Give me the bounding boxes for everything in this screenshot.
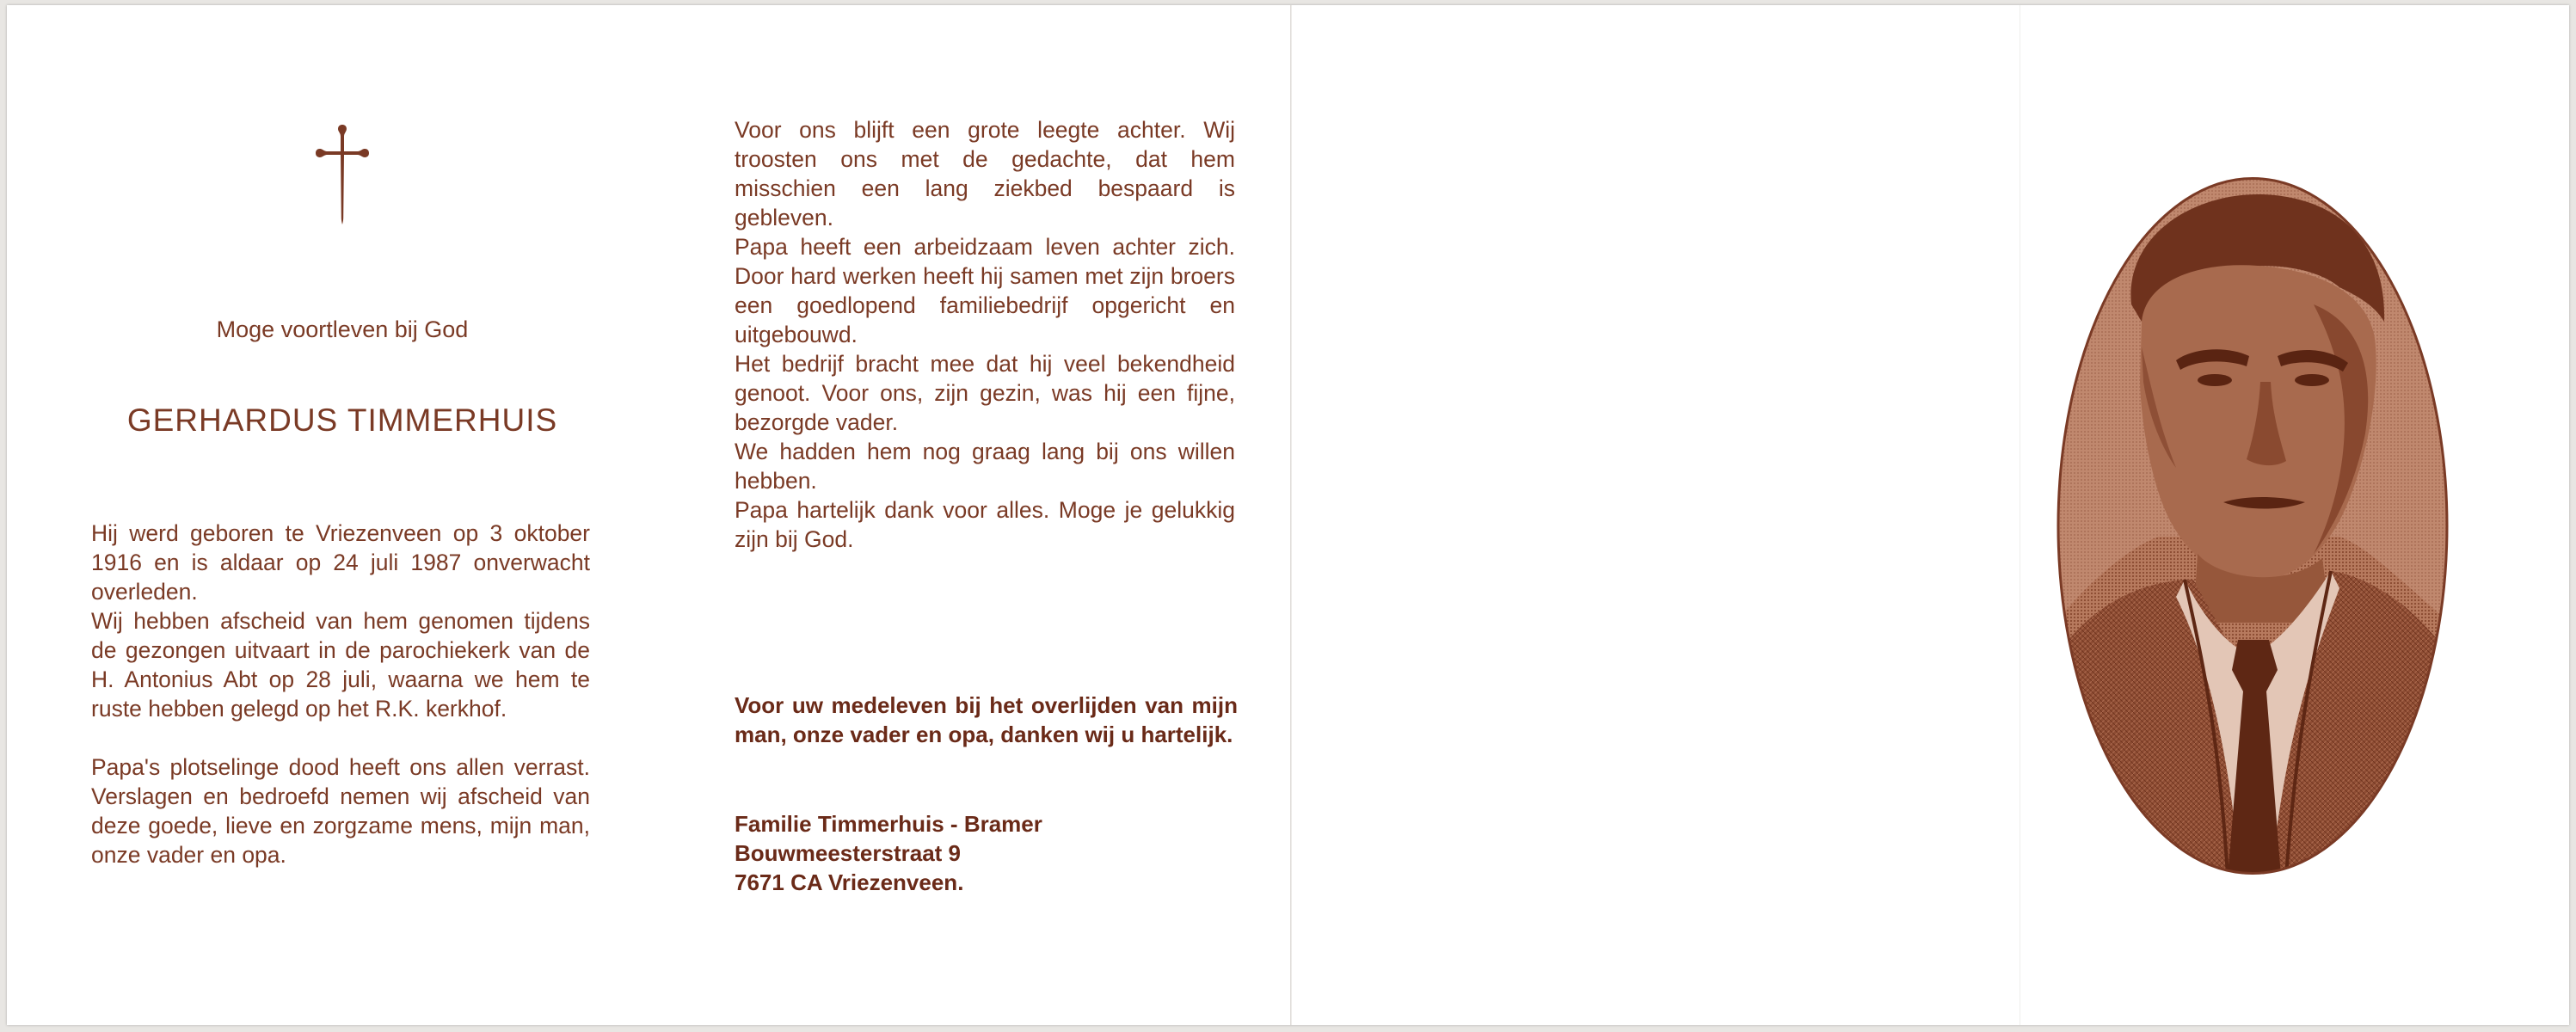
portrait-photo bbox=[2056, 175, 2450, 876]
family-street: Bouwmeesterstraat 9 bbox=[735, 840, 961, 866]
remembrance-paragraph: Voor ons blijft een grote leegte achter. Wij troosten ons met de gedachte, dat hem misschien een lang ziekbed bespaard is gebleven. bbox=[735, 117, 1235, 230]
deceased-name: GERHARDUS TIMMERHUIS bbox=[126, 402, 558, 438]
biography-paragraph: Wij hebben afscheid van hem genomen tijdens de gezongen uitvaart in de parochiekerk van de H. Antonius Abt op 28 juli, waarna we hem te ruste hebben gelegd op het R.K. kerkhof. bbox=[91, 608, 590, 722]
remembrance-paragraph: Papa heeft een arbeidzaam leven achter zich. Door hard werken heeft hij samen met zijn broers een goedlopend familiebedrijf opgericht en uitgebouwd. bbox=[735, 234, 1235, 347]
fold-line bbox=[1290, 5, 1292, 1025]
biography-column bbox=[91, 519, 590, 869]
paragraph-gap bbox=[91, 723, 590, 752]
biography-paragraph: Hij werd geboren te Vriezenveen op 3 oktober 1916 en is aldaar op 24 juli 1987 onverwacht overleden. bbox=[91, 520, 590, 605]
family-city: 7671 CA Vriezenveen. bbox=[735, 869, 964, 895]
family-name: Familie Timmerhuis - Bramer bbox=[735, 811, 1042, 837]
biography-paragraph: Papa's plotselinge dood heeft ons allen verrast. Verslagen en bedroefd nemen wij afscheid van deze goede, lieve en zorgzame mens, mijn man, onze vader en opa. bbox=[91, 754, 590, 868]
cross-icon bbox=[312, 123, 372, 226]
thanks-text: Voor uw medeleven bij het overlijden van mijn man, onze vader en opa, danken wij u hartelijk. bbox=[735, 692, 1238, 747]
remembrance-column bbox=[735, 115, 1235, 554]
memorial-card bbox=[7, 5, 2569, 1025]
motto-text: Moge voortleven bij God bbox=[216, 316, 469, 342]
family-address bbox=[735, 809, 1216, 897]
remembrance-paragraph: Het bedrijf bracht mee dat hij veel bekendheid genoot. Voor ons, zijn gezin, was hij een fijne, bezorgde vader. bbox=[735, 351, 1235, 435]
remembrance-paragraph: Papa hartelijk dank voor alles. Moge je gelukkig zijn bij God. bbox=[735, 497, 1235, 552]
remembrance-paragraph: We hadden hem nog graag lang bij ons willen hebben. bbox=[735, 439, 1235, 494]
